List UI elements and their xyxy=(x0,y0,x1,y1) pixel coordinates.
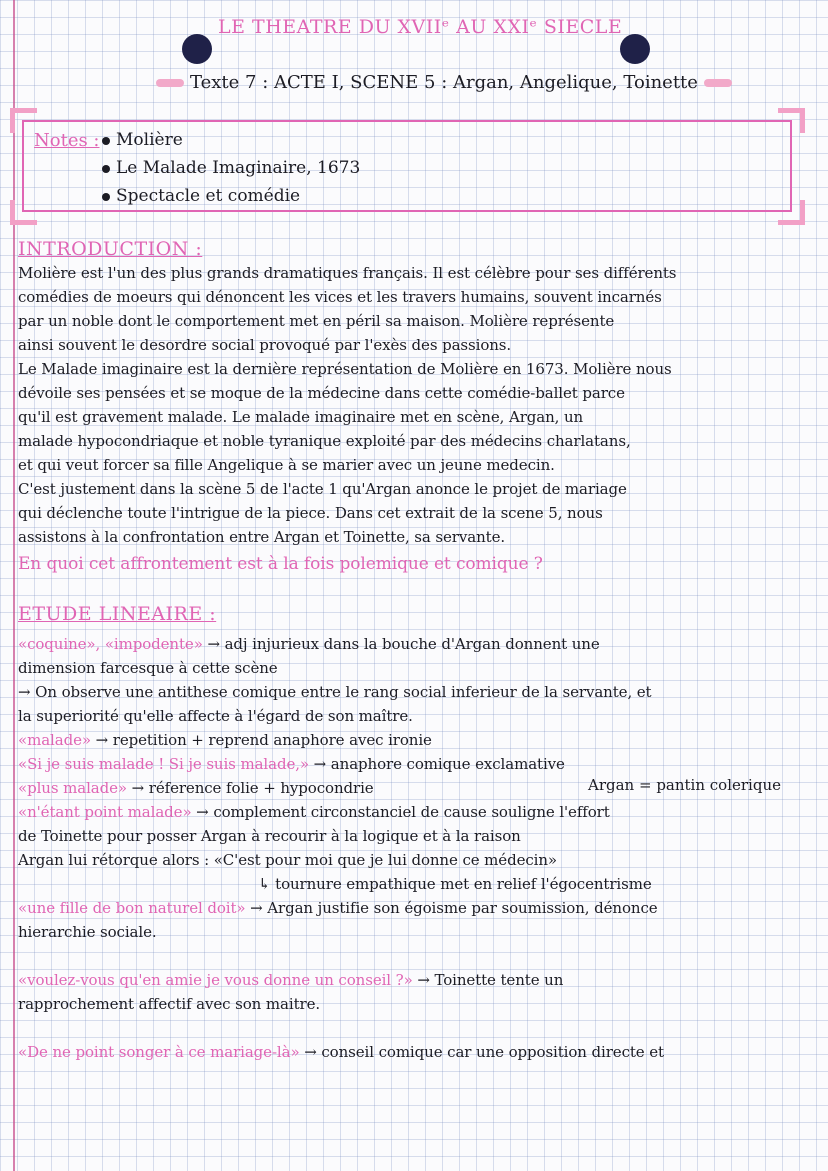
etude-line: ↳ tournure empathique met en relief l'égocentrisme xyxy=(258,875,652,893)
bullet-icon xyxy=(102,137,110,145)
etude-line: dimension farcesque à cette scène xyxy=(18,659,278,677)
etude-heading: ETUDE LINEAIRE : xyxy=(18,603,217,625)
intro-line: malade hypocondriaque et noble tyranique exploité par des médecins charlatans, xyxy=(18,432,631,450)
intro-line: Le Malade imaginaire est la dernière représentation de Molière en 1673. Molière nous xyxy=(18,360,672,378)
etude-line: «Si je suis malade ! Si je suis malade,» → anaphore comique exclamative xyxy=(18,755,565,773)
intro-line: C'est justement dans la scène 5 de l'acte 1 qu'Argan anonce le projet de mariage xyxy=(18,480,627,498)
intro-line: ainsi souvent le desordre social provoqué par l'exès des passions. xyxy=(18,336,512,354)
intro-line: par un noble dont le comportement met en péril sa maison. Molière représente xyxy=(18,312,615,330)
page-title: LE THEATRE DU XVIIᵉ AU XXIᵉ SIECLE xyxy=(218,16,623,38)
intro-line: qui déclenche toute l'intrigue de la piece. Dans cet extrait de la scene 5, nous xyxy=(18,504,603,522)
etude-line: «n'étant point malade» → complement circonstanciel de cause souligne l'effort xyxy=(18,803,610,821)
binder-hole xyxy=(182,34,212,64)
subtitle-text: Texte 7 : ACTE I, SCENE 5 : Argan, Angelique, Toinette xyxy=(190,72,698,93)
etude-line: de Toinette pour posser Argan à recourir à la logique et à la raison xyxy=(18,827,521,845)
etude-line: «une fille de bon naturel doit» → Argan justifie son égoisme par soumission, dénonce xyxy=(18,899,658,917)
etude-line: «De ne point songer à ce mariage-là» → conseil comique car une opposition directe et xyxy=(18,1043,664,1061)
bullet-icon xyxy=(102,193,110,201)
binder-hole xyxy=(620,34,650,64)
intro-line: Molière est l'un des plus grands dramatiques français. Il est célèbre pour ses différents xyxy=(18,264,677,282)
note-item xyxy=(102,130,183,150)
etude-line: Argan lui rétorque alors : «C'est pour moi que je lui donne ce médecin» xyxy=(18,851,558,869)
etude-line: «plus malade» → réference folie + hypocondrie xyxy=(18,779,374,797)
note-item xyxy=(102,158,360,178)
etude-line: rapprochement affectif avec son maitre. xyxy=(18,995,321,1013)
etude-line: la superiorité qu'elle affecte à l'égard de son maître. xyxy=(18,707,413,725)
text-subtitle xyxy=(150,72,738,93)
introduction-heading: INTRODUCTION : xyxy=(18,238,203,260)
intro-line: comédies de moeurs qui dénoncent les vices et les travers humains, souvent incarnés xyxy=(18,288,662,306)
etude-line: «malade» → repetition + reprend anaphore avec ironie xyxy=(18,731,432,749)
intro-line: assistons à la confrontation entre Argan et Toinette, sa servante. xyxy=(18,528,506,546)
note-text: Spectacle et comédie xyxy=(116,186,301,206)
intro-line: dévoile ses pensées et se moque de la médecine dans cette comédie-ballet parce xyxy=(18,384,625,402)
etude-line: hierarchie sociale. xyxy=(18,923,157,941)
note-text: Molière xyxy=(116,130,183,150)
problematique: En quoi cet affrontement est à la fois polemique et comique ? xyxy=(18,554,543,574)
etude-line: → On observe une antithese comique entre le rang social inferieur de la servante, et xyxy=(18,683,652,701)
margin-line xyxy=(13,0,15,1171)
etude-line: «voulez-vous qu'en amie je vous donne un conseil ?» → Toinette tente un xyxy=(18,971,564,989)
intro-line: qu'il est gravement malade. Le malade imaginaire met en scène, Argan, un xyxy=(18,408,584,426)
note-item xyxy=(102,186,300,206)
decoration-wave xyxy=(156,79,184,87)
side-note: Argan = pantin colerique xyxy=(588,776,781,794)
etude-line: «coquine», «impodente» → adj injurieux dans la bouche d'Argan donnent une xyxy=(18,635,600,653)
decoration-wave xyxy=(704,79,732,87)
note-text: Le Malade Imaginaire, 1673 xyxy=(116,158,361,178)
bullet-icon xyxy=(102,165,110,173)
notes-label: Notes : xyxy=(34,130,100,151)
intro-line: et qui veut forcer sa fille Angelique à se marier avec un jeune medecin. xyxy=(18,456,555,474)
